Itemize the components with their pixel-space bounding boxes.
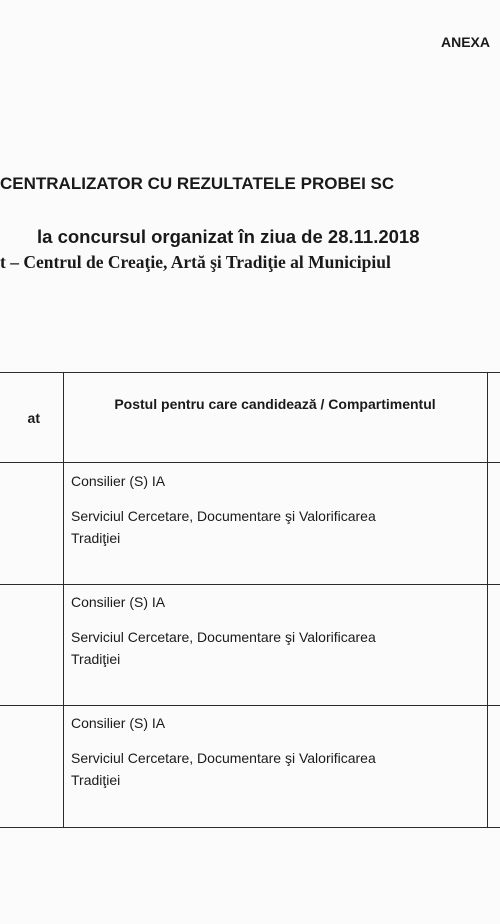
- position-name: Consilier (S) IA: [71, 594, 166, 610]
- table-row: [71, 714, 481, 791]
- annex-label: ANEXA: [441, 34, 491, 50]
- institution-name: t – Centrul de Creaţie, Artă şi Tradiţie al Municipiul: [0, 252, 391, 272]
- table-header-divider: [0, 462, 500, 463]
- position-name: Consilier (S) IA: [71, 715, 166, 731]
- table-border-bottom: [0, 827, 500, 828]
- document-subtitle: la concursul organizat în ziua de 28.11.2018: [37, 226, 420, 247]
- table-header-position: Postul pentru care candidează / Compartimentul: [114, 396, 436, 412]
- table-column-divider: [63, 372, 64, 828]
- position-name: Consilier (S) IA: [71, 473, 166, 489]
- table-border-top: [0, 372, 500, 373]
- table-row: [71, 472, 481, 549]
- table-row-divider: [0, 705, 500, 706]
- department-name: Serviciul Cercetare, Documentare şi Valorificarea Tradiţiei: [71, 750, 376, 788]
- table-header-candidate: at: [27, 410, 40, 426]
- table-column-divider: [487, 372, 488, 828]
- document-title: CENTRALIZATOR CU REZULTATELE PROBEI SC: [0, 174, 395, 193]
- table-row: [71, 593, 481, 670]
- department-name: Serviciul Cercetare, Documentare şi Valorificarea Tradiţiei: [71, 508, 376, 546]
- department-name: Serviciul Cercetare, Documentare şi Valorificarea Tradiţiei: [71, 629, 376, 667]
- table-row-divider: [0, 584, 500, 585]
